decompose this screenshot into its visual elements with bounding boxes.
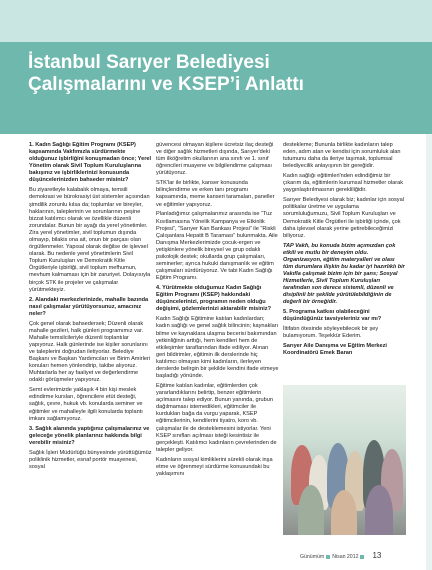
page-footer xyxy=(300,551,381,560)
col2-paragraph: güvencesi olmayan kişilere ücretsiz ilaç desteği ve diğer sağlık hizmetleri dışında, Sarıyer'deki tüm ilköğretim okullarının ana sınıfı ve 1. sınıf öğrencileri muayene ve bilgilendirme çalışması yürütüyoruz. xyxy=(156,142,274,177)
col2-paragraph: Kadın Sağlığı Eğitimine katılan kadınlardan; kadın sağlığı ve genel sağlık bilincinin; kaynakları bilme ve kaynaklara ulaşma becerisi bakımından yetkinliğinin arttığı, hem kendileri hem de etkileşimler taraflarından ifade ediliyor. Alınan geri bildirimler, eğitimin ilk derslerinde hiç katılımcı olmayan kimi kadınların, ilerleyen derslerde belirgin bir şekilde kendini ifade etmeye başladığı yönünde. xyxy=(156,316,279,380)
col1-paragraph: 2. Alandaki merkezlerinizde, mahalle bazında nasıl çalışmalar yürütüyorsunuz, amacınız neler? xyxy=(29,296,149,317)
article-column-1 xyxy=(29,142,152,552)
col2-paragraph: STK'lar ile birlikte, kanser konusunda bilinçlendirme ve erken tanı programı kapsamında, meme kanseri taramaları, paneller ve eğitimler yapıyoruz. xyxy=(156,180,275,208)
article-column-3 xyxy=(283,142,406,372)
col1-paragraph: Çok genel olarak bahsedersek; Düzenli olarak mahalle gezileri, halk günleri programımız var. Mahalle temsilcileriyle düzenli toplantılar yapıyoruz. Halk günlerinde ise kişiler sorunlarını ve taleplerini doğrudan iletiyorlar. Belediye Başkanı ve Başkan Yardımcıları ve Birim Amirleri konuları hemen yönlendirip, takibe alıyoruz. Muhtarlarla her ay faaliyet ve değerlendirme odaklı görüşmeler yapıyoruz. xyxy=(29,320,151,384)
footer-square-icon xyxy=(326,555,330,559)
col1-paragraph: 3. Sağlık alanında yaptığınız çalışmalarınız ve geleceğe yönelik planlarınız hakkında bilgi verebilir misiniz? xyxy=(29,425,150,446)
title-line-1: İstanbul Sarıyer Belediyesi xyxy=(28,52,270,73)
col3-paragraph: destekleme; Bununla birlikte kadınların talep eden, adım atan ve kendisi için sorumluluk alan tutumunu daha da ileriye taşımak, toplumsal belediyecilik anlayışının bir gereğidir. xyxy=(283,142,401,170)
col2-paragraph: Planladığımız çalışmalarımız arasında ise “Tuz Kısıtlamasına Yönelik Kampanya ve Etkinlik Projesi”, “Sarıyer Kan Bankası Projesi” ile “Riskli Çalışanlara Hepatit B Taraması” bulunmakta. Aile Danışma Merkezlerimizde çocuk-ergen ve yetişkinlere yönelik bireysel ve grup odaklı psikolojik destek; okullarda grup çalışmaları, seminerler; ayrıca hukuki danışmanlık ve eğitim çalışmaları sürdürüyoruz. Ve tabi Kadın Sağlığı Eğitim Programı. xyxy=(156,211,278,282)
col3-paragraph: Kadın sağlığı eğitimleri'nden edindiğimiz bir çıkarım da, eğitimlerin kurumsal hizmetler olarak yaygınlaştırılmasının gerekliliğidir. xyxy=(283,173,403,194)
col1-paragraph: 1. Kadın Sağlığı Eğitim Programı (KSEP) kapsamında Vakfımızla sürdürmekte olduğunuz işbirliğini konuşmadan önce; Yerel Yönetim olarak Sivil Toplum Kuruluşlarına bakışınız ve işbirliklerinizi konusunda düşüncelerinizden bahseder misiniz? xyxy=(29,142,152,184)
col3-paragraph: Sarıyer Aile Danışma ve Eğitim Merkezi Koordinatörü Emek Baran xyxy=(283,343,387,357)
col3-paragraph: TAP Vakfı, bu konuda bizim açımızdan çok etkili ve mutlu bir deneyim oldu. Organizasyon, eğitim materyalleri ve olası tüm durumlara ilişkin bu kadar iyi hazırlıklı bir Vakıfla çalışmak bizim için bir şans; Sosyal Hizmetlerle, Sivil Toplum Kuruluşları tarafından son derece sistemli, düzenli ve disiplinli bir şekilde yürütülebildiğinin de değerli bir örneğidir. xyxy=(283,242,405,306)
col1-paragraph: Bu ziyaretleyle kalabalık olmaya, temsili demokrasi ve bürokrasiyi üst sistemler açısından şimdilik zorunlu kılsa da; toplumlar ve bireyler, haklarının, taleplerinin ve sorunlarının peşine bizzat katılımcı olarak ve özellikle düzenli zorundalar. Bunun bir ayağı da yerel yönetimler. Zira yerel yönetimler, sivil toplumun dışında olmayıp, bilakis ona ait, onun bir parçası olan örgütlenmeler. Yapısal olarak değilse de işlevsel olarak. Bu nedenle yerel yönetimlerin Sivil Toplum Kuruluşları ve Demokratik Kitle Örgütleriyle işbirliği, sivil toplum mefhumun, mevhum kalmaması için bir zaruriyet. Dolayısıyla birçok STK ile projeler ve çalışmalar yürütmekteyiz. xyxy=(29,187,151,293)
issue-date: Nisan 2012 xyxy=(332,554,359,560)
group-photo xyxy=(283,385,406,535)
col3-paragraph: Sarıyer Belediyesi olarak biz; kadınlar için sosyal politikalar üretme ve uygulama sorumluluğumuzu, Sivil Toplum Kuruluşları ve Demokratik Kitle Örgütleri ile işbirliği içinde, çok daha işlevsel olarak yerine getirebileceğimizi biliyoruz. xyxy=(283,197,404,239)
col2-paragraph: 4. Yürütmekte olduğumuz Kadın Sağlığı Eğitim Programı (KSEP) hakkındaki düşüncelerinizi, programın neden olduğu değişimi, gözlemlerinizi aktarabilir misiniz? xyxy=(156,285,272,313)
header-band xyxy=(0,0,432,42)
article-column-2 xyxy=(156,142,279,552)
col1-paragraph: Semt evlerimizde yaklaşık 4 bin kişi meslek edindirme kursları, öğrencilere etüt desteği, sağlık, çevre, hukuk vb. konularda seminer ve eğitimler ve mahalleyle ilgili konularda toplantı imkanı sağlamıyoruz. xyxy=(29,387,143,422)
magazine-name: Günümüm xyxy=(300,554,325,560)
footer-square-icon xyxy=(360,555,364,559)
col2-paragraph: Kadınların sosyal kimliklerini sürekli olarak inşa etme ve öğrenmeyi sürdürme konusundaki bu yaklaşımını xyxy=(156,456,273,477)
col3-paragraph: 5. Programa katkısı olabileceğini düşündüğünüz tavsiyeleriniz var mı? xyxy=(283,309,382,323)
col1-paragraph: Sağlık İşleri Müdürlüğü bünyesinde yürüttüğümüz poliklinik hizmetler, esnaf portör muayenesi, sosyal xyxy=(29,449,152,470)
article-title xyxy=(28,52,420,96)
col3-paragraph: İltifatın ötesinde söyleyebilecek bir şey bulamıyorum. Teşekkür Ederim. xyxy=(283,326,379,340)
col2-paragraph: Eğitime katılan kadınlar, eğitimlerden çok yararlandıklarını belirtip, benzer eğitimlerin açılmasını talep ediyor. Bunun yanında, grubun dağılmaması istemedikleri, eğitimciler ile kurdukları bağa da vurgu yaparak, KSEP eğitimcilerinin, kendilerini tiyatro, koro vb. çalışmalar ile de desteklemesini istiyorlar. Yeni KSEP sınıfları açılması isteği kesintisiz ile gerçekleşti. Katılımcı kadınların çevrelerinden de talepler geliyor. xyxy=(156,382,277,453)
title-line-2: Çalışmalarını ve KSEP’i Anlattı xyxy=(28,74,304,95)
page-number: 13 xyxy=(372,551,382,560)
